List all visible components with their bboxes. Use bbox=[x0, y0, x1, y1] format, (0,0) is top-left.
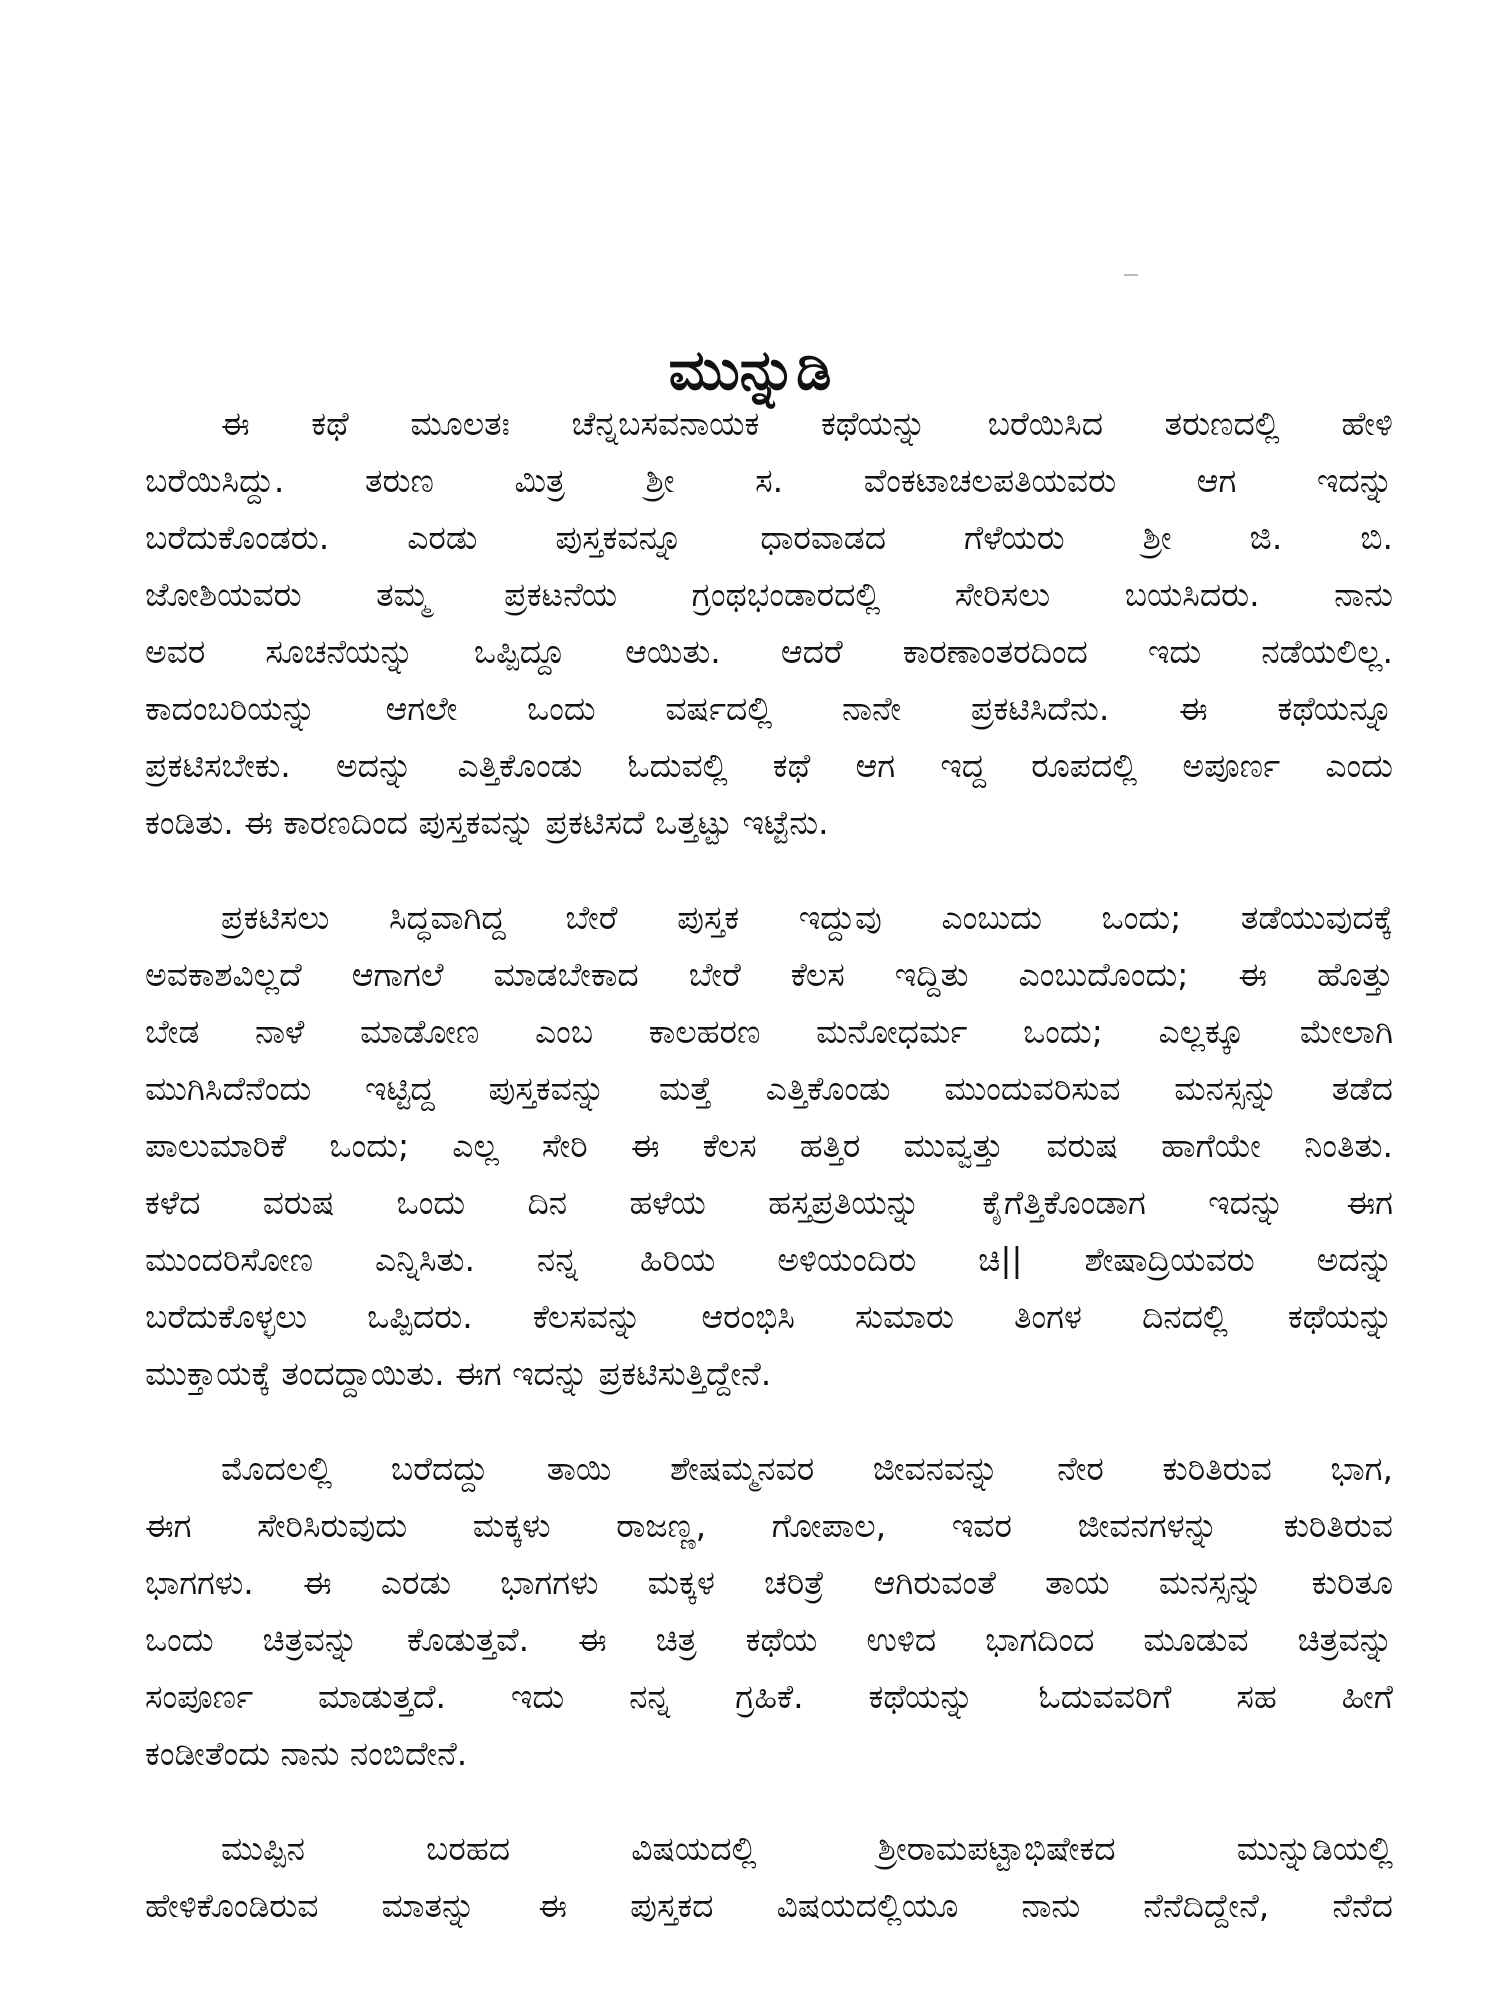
scan-speck bbox=[1124, 274, 1138, 276]
text-line: ಕಂಡಿತು. ಈ ಕಾರಣದಿಂದ ಪುಸ್ತಕವನ್ನು ಪ್ರಕಟಿಸದೆ ಒತ್ತಟ್ಟು ಇಟ್ಟೆನು. bbox=[145, 803, 829, 842]
text-line: ಬರೆದುಕೊಳ್ಳಲು ಒಪ್ಪಿದರು. ಕೆಲಸವನ್ನು ಆರಂಭಿಸಿ ಸುಮಾರು ತಿಂಗಳ ದಿನದಲ್ಲಿ ಕಥೆಯನ್ನು bbox=[145, 1297, 1393, 1336]
paragraph bbox=[145, 395, 1393, 851]
text-line: ಬರೆಯಿಸಿದ್ದು. ತರುಣ ಮಿತ್ರ ಶ್ರೀ ಸ. ವೆಂಕಟಾಚಲಪತಿಯವರು ಆಗ ಇದನ್ನು bbox=[145, 461, 1393, 500]
text-line: ಸಂಪೂರ್ಣ ಮಾಡುತ್ತದೆ. ಇದು ನನ್ನ ಗ್ರಹಿಕೆ. ಕಥೆಯನ್ನು ಓದುವವರಿಗೆ ಸಹ ಹೀಗೆ bbox=[145, 1677, 1393, 1716]
text-line: ಬರೆದುಕೊಂಡರು. ಎರಡು ಪುಸ್ತಕವನ್ನೂ ಧಾರವಾಡದ ಗೆಳೆಯರು ಶ್ರೀ ಜಿ. ಬಿ. bbox=[145, 518, 1393, 557]
text-line: ಪ್ರಕಟಿಸಲು ಸಿದ್ಧವಾಗಿದ್ದ ಬೇರೆ ಪುಸ್ತಕ ಇದ್ದುವು ಎಂಬುದು ಒಂದು; ತಡೆಯುವುದಕ್ಕೆ bbox=[221, 898, 1393, 937]
preface-body bbox=[145, 395, 1393, 1934]
text-line: ಮುಗಿಸಿದೆನೆಂದು ಇಟ್ಟಿದ್ದ ಪುಸ್ತಕವನ್ನು ಮತ್ತೆ ಎತ್ತಿಕೊಂಡು ಮುಂದುವರಿಸುವ ಮನಸ್ಸನ್ನು ತಡೆದ bbox=[145, 1069, 1393, 1108]
text-line: ಭಾಗಗಳು. ಈ ಎರಡು ಭಾಗಗಳು ಮಕ್ಕಳ ಚರಿತ್ರೆ ಆಗಿರುವಂತೆ ತಾಯ ಮನಸ್ಸನ್ನು ಕುರಿತೂ bbox=[145, 1563, 1393, 1602]
text-line: ಮುಂದರಿಸೋಣ ಎನ್ನಿಸಿತು. ನನ್ನ ಹಿರಿಯ ಅಳಿಯಂದಿರು ಚಿ|| ಶೇಷಾದ್ರಿಯವರು ಅದನ್ನು bbox=[145, 1240, 1393, 1279]
text-line: ಕಂಡೀತೆಂದು ನಾನು ನಂಬಿದೇನೆ. bbox=[145, 1734, 468, 1773]
text-line: ಅವಕಾಶವಿಲ್ಲದೆ ಆಗಾಗಲೆ ಮಾಡಬೇಕಾದ ಬೇರೆ ಕೆಲಸ ಇದ್ದಿತು ಎಂಬುದೊಂದು; ಈ ಹೊತ್ತು bbox=[145, 955, 1393, 994]
paragraph bbox=[145, 889, 1393, 1402]
text-line: ಕಳೆದ ವರುಷ ಒಂದು ದಿನ ಹಳೆಯ ಹಸ್ತಪ್ರತಿಯನ್ನು ಕೈಗೆತ್ತಿಕೊಂಡಾಗ ಇದನ್ನು ಈಗ bbox=[145, 1183, 1393, 1222]
text-line: ಕಾದಂಬರಿಯನ್ನು ಆಗಲೇ ಒಂದು ವರ್ಷದಲ್ಲಿ ನಾನೇ ಪ್ರಕಟಿಸಿದೆನು. ಈ ಕಥೆಯನ್ನೂ bbox=[145, 689, 1393, 728]
page-title: ಮುನ್ನುಡಿ bbox=[668, 337, 832, 403]
text-line: ಈಗ ಸೇರಿಸಿರುವುದು ಮಕ್ಕಳು ರಾಜಣ್ಣ, ಗೋಪಾಲ, ಇವರ ಜೀವನಗಳನ್ನು ಕುರಿತಿರುವ bbox=[145, 1506, 1393, 1545]
text-line: ಹೇಳಿಕೊಂಡಿರುವ ಮಾತನ್ನು ಈ ಪುಸ್ತಕದ ವಿಷಯದಲ್ಲಿಯೂ ನಾನು ನೆನೆದಿದ್ದೇನೆ, ನೆನೆದ bbox=[145, 1886, 1393, 1925]
text-line: ಪ್ರಕಟಿಸಬೇಕು. ಅದನ್ನು ಎತ್ತಿಕೊಂಡು ಓದುವಲ್ಲಿ ಕಥೆ ಆಗ ಇದ್ದ ರೂಪದಲ್ಲಿ ಅಪೂರ್ಣ ಎಂದು bbox=[145, 746, 1393, 785]
text-line: ಒಂದು ಚಿತ್ರವನ್ನು ಕೊಡುತ್ತವೆ. ಈ ಚಿತ್ರ ಕಥೆಯ ಉಳಿದ ಭಾಗದಿಂದ ಮೂಡುವ ಚಿತ್ರವನ್ನು bbox=[145, 1620, 1393, 1659]
text-line: ಅವರ ಸೂಚನೆಯನ್ನು ಒಪ್ಪಿದ್ದೂ ಆಯಿತು. ಆದರೆ ಕಾರಣಾಂತರದಿಂದ ಇದು ನಡೆಯಲಿಲ್ಲ. bbox=[145, 632, 1393, 671]
text-line: ಮೊದಲಲ್ಲಿ ಬರೆದದ್ದು ತಾಯಿ ಶೇಷಮ್ಮನವರ ಜೀವನವನ್ನು ನೇರ ಕುರಿತಿರುವ ಭಾಗ, bbox=[221, 1449, 1393, 1488]
paragraph bbox=[145, 1440, 1393, 1782]
text-line: ಈ ಕಥೆ ಮೂಲತಃ ಚೆನ್ನಬಸವನಾಯಕ ಕಥೆಯನ್ನು ಬರೆಯಿಸಿದ ತರುಣದಲ್ಲಿ ಹೇಳಿ bbox=[221, 404, 1393, 443]
text-line: ಜೋಶಿಯವರು ತಮ್ಮ ಪ್ರಕಟನೆಯ ಗ್ರಂಥಭಂಡಾರದಲ್ಲಿ ಸೇರಿಸಲು ಬಯಸಿದರು. ನಾನು bbox=[145, 575, 1393, 614]
text-line: ಮುಪ್ಪಿನ ಬರಹದ ವಿಷಯದಲ್ಲಿ ಶ್ರೀರಾಮಪಟ್ಟಾಭಿಷೇಕದ ಮುನ್ನುಡಿಯಲ್ಲಿ bbox=[221, 1829, 1393, 1868]
text-line: ಪಾಲುಮಾರಿಕೆ ಒಂದು; ಎಲ್ಲ ಸೇರಿ ಈ ಕೆಲಸ ಹತ್ತಿರ ಮುವ್ವತ್ತು ವರುಷ ಹಾಗೆಯೇ ನಿಂತಿತು. bbox=[145, 1126, 1393, 1165]
paragraph bbox=[145, 1820, 1393, 1934]
text-line: ಮುಕ್ತಾಯಕ್ಕೆ ತಂದದ್ದಾಯಿತು. ಈಗ ಇದನ್ನು ಪ್ರಕಟಿಸುತ್ತಿದ್ದೇನೆ. bbox=[145, 1354, 772, 1393]
text-line: ಬೇಡ ನಾಳೆ ಮಾಡೋಣ ಎಂಬ ಕಾಲಹರಣ ಮನೋಧರ್ಮ ಒಂದು; ಎಲ್ಲಕ್ಕೂ ಮೇಲಾಗಿ bbox=[145, 1012, 1393, 1051]
